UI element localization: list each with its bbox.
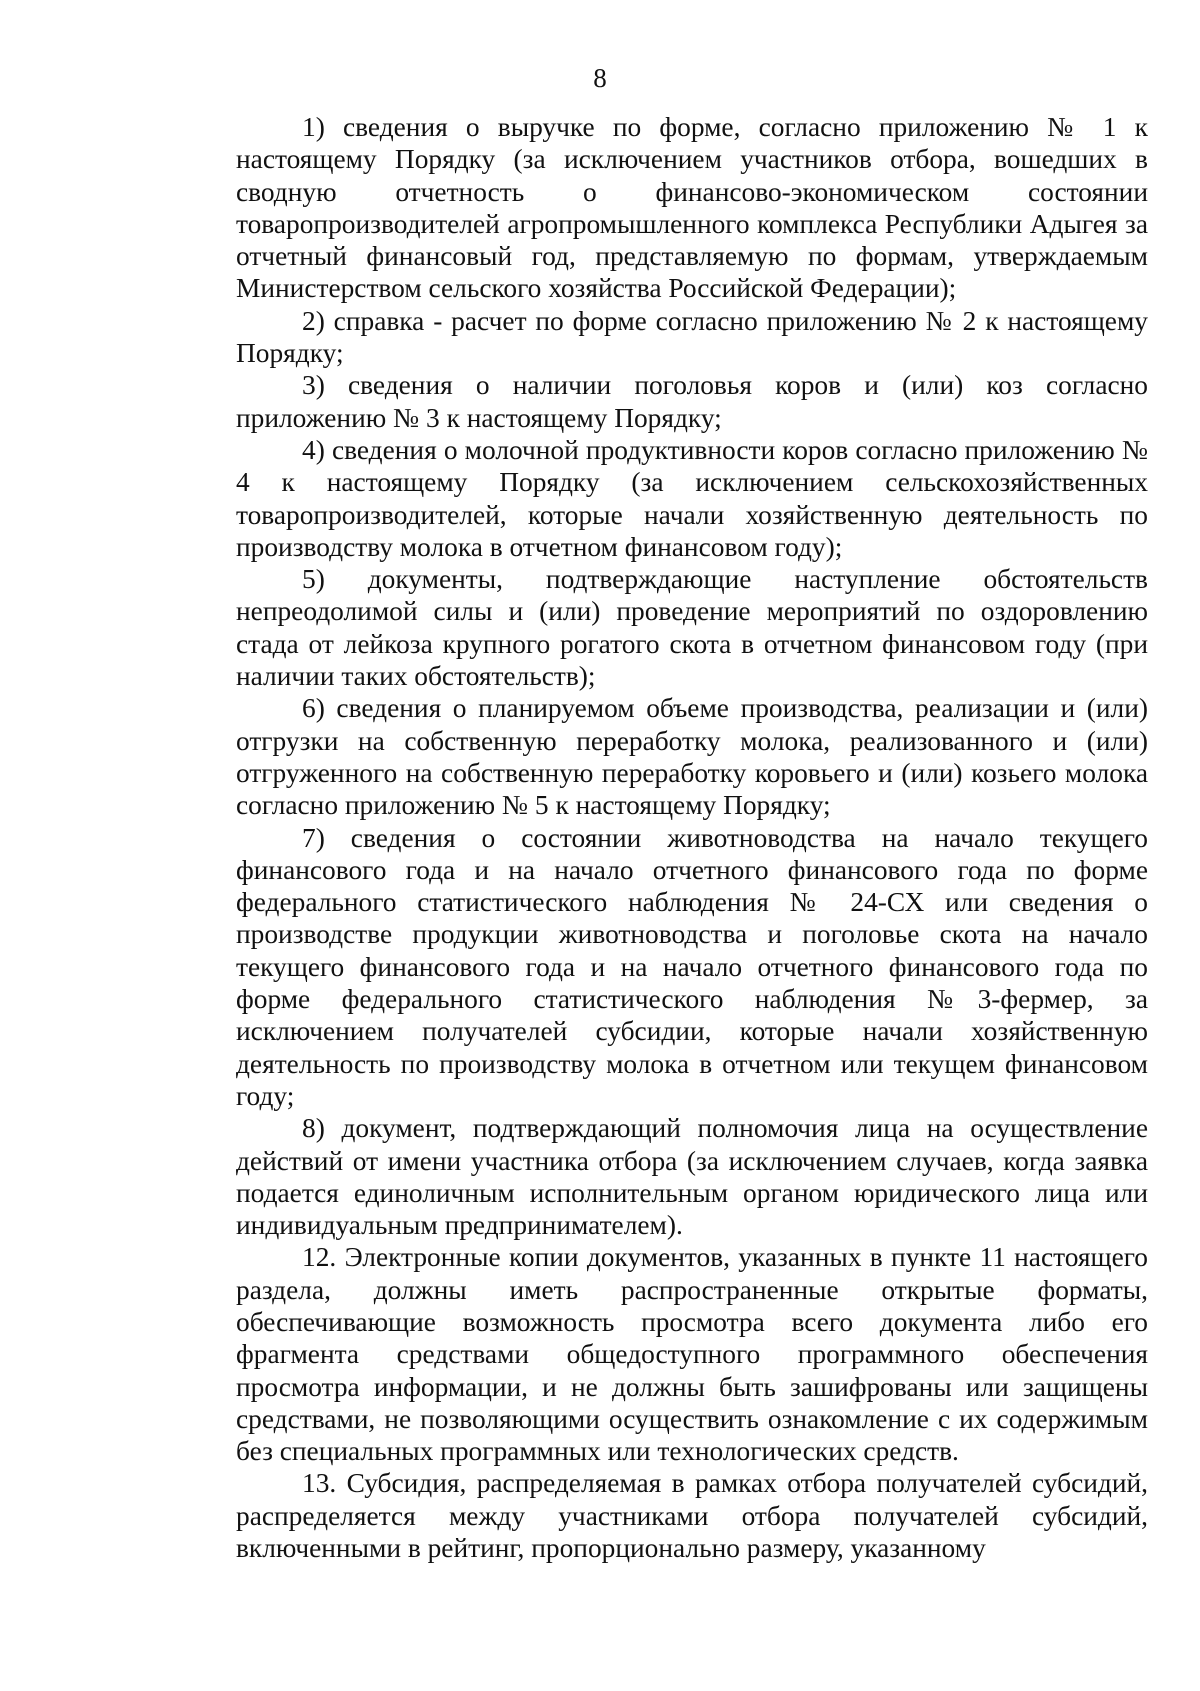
list-item-4: 4) сведения о молочной продуктивности коров согласно приложению № 4 к настоящему Порядку (за исключением сельскохозяйственных товаропроизводителей, которые начали хозяйственную деятельность по производству молока в отчетном финансовом году); [236, 434, 1148, 562]
list-item-7: 7) сведения о состоянии животноводства на начало текущего финансового года и на начало отчетного финансового года по форме федерального статистического наблюдения № 24-СХ или сведения о производстве продукции животноводства и поголовье скота на начало текущего финансового года и на начало отчетного финансового года по форме федерального статистического наблюдения №3-фермер, за исключением получателей субсидии, которые начали хозяйственную деятельность по производству молока в отчетном или текущем финансовом году; [236, 822, 1148, 1111]
list-item-6: 6) сведения о планируемом объеме производства, реализации и (или) отгрузки на собственную переработку молока, реализованного и (или) отгруженного на собственную переработку коровьего и (или) козьего молока согласно приложению № 5 к настоящему Порядку; [236, 693, 1148, 821]
list-item-1: 1) сведения о выручке по форме, согласно приложению № 1 к настоящему Порядку (за исключением участников отбора, вошедших в сводную отчетность о финансово-экономическом состоянии товаропроизводителей агропромышленного комплекса Республики Адыгея за отчетный финансовый год, представляемую по формам, утверждаемым Министерством сельского хозяйства Российской Федерации); [236, 112, 1148, 304]
clause-12: 12. Электронные копии документов, указанных в пункте 11 настоящего раздела, должны иметь распространенные открытые форматы, обеспечивающие возможность просмотра всего документа либо его фрагмента средствами общедоступного программного обеспечения просмотра информации, и не должны быть зашифрованы или защищены средствами, не позволяющими осуществить ознакомление с их содержимым без специальных программных или технологических средств. [236, 1242, 1148, 1467]
list-item-2: 2) справка - расчет по форме согласно приложению № 2 к настоящему Порядку; [236, 305, 1148, 369]
list-item-3: 3) сведения о наличии поголовья коров и (или) коз согласно приложению № 3 к настоящему Порядку; [236, 370, 1148, 433]
list-item-8: 8) документ, подтверждающий полномочия лица на осуществление действий от имени участника отбора (за исключением случаев, когда заявка подается единоличным исполнительным органом юридического лица или индивидуальным предпринимателем). [236, 1113, 1148, 1241]
list-item-5: 5) документы, подтверждающие наступление обстоятельств непреодолимой силы и (или) проведение мероприятий по оздоровлению стада от лейкоза крупного рогатого скота в отчетном финансовом году (при наличии таких обстоятельств); [236, 564, 1148, 692]
page-number: 8 [593, 63, 607, 93]
clause-13: 13. Субсидия, распределяемая в рамках отбора получателей субсидий, распределяется между участниками отбора получателей субсидий, включенными в рейтинг, пропорционально размеру, указанному [236, 1468, 1148, 1564]
document-body [236, 111, 1148, 1564]
